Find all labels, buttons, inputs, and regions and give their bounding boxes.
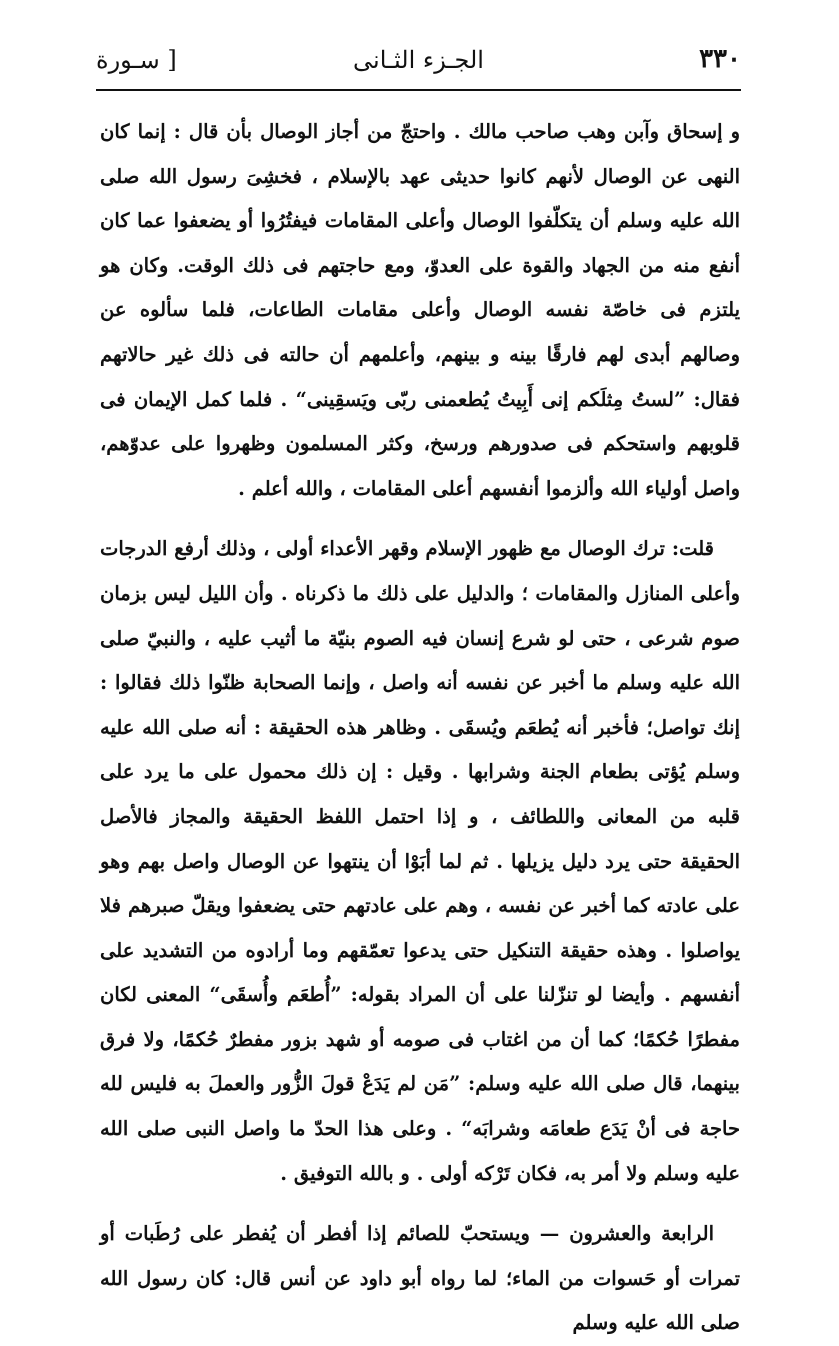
juz-title: الجـزء الثـانى: [353, 46, 484, 74]
page-body: [100, 110, 740, 1346]
paragraph-intro: و إسحاق وآبن وهب صاحب مالك . واحتجّ من أجاز الوصال بأن قال : إنما كان النهى عن الوصال لأنهم كانوا حديثى عهد بالإسلام ، فخشِىَ رسول الله صلى الله عليه وسلم أن يتكلّفوا الوصال وأعلى المقامات فيفتُرُوا أو يضعفوا عما كان أنفع منه من الجهاد والقوة على العدوّ، ومع حاجتهم فى ذلك الوقت. وكان هو يلتزم فى خاصّة نفسه الوصال وأعلى مقامات الطاعات، فلما سألوه عن وصالهم أبدى لهم فارقًا بينه و بينهم، وأعلمهم أن حالته فى ذلك غير حالاتهم فقال: ”لستُ مِثلَكم إنى أَبِيتُ يُطعمنى ربّى ويَسقِينى“ . فلما كمل الإيمان فى قلوبهم واستحكم فى صدورهم ورسخ، وكثر المسلمون وظهروا على عدوّهم، واصل أولياء الله وألزموا أنفسهم أعلى المقامات ، والله أعلم .: [100, 120, 740, 500]
page-header: [96, 36, 741, 88]
paragraph-twenty-fourth: الرابعة والعشرون — ويستحبّ للصائم إذا أفطر أن يُفطر على رُطَبات أو تمرات أو حَسوات من الماء؛ لما رواه أبو داود عن أنس قال: كان رسول الله صلى الله عليه وسلم: [100, 1222, 740, 1335]
surah-label: [ سـورة: [96, 46, 177, 74]
page-number: ٣٣٠: [699, 44, 741, 74]
header-divider: [96, 89, 741, 91]
paragraph-qultu: قلت: ترك الوصال مع ظهور الإسلام وقهر الأعداء أولى ، وذلك أرفع الدرجات وأعلى المنازل والمقامات ؛ والدليل على ذلك ما ذكرناه . وأن الليل ليس بزمان صوم شرعى ، حتى لو شرع إنسان فيه الصوم بنيّة ما أثيب عليه ، والنبيّ صلى الله عليه وسلم ما أخبر عن نفسه أنه واصل ، وإنما الصحابة ظنّوا ذلك فقالوا : إنك تواصل؛ فأخبر أنه يُطعَم ويُسقَى . وظاهر هذه الحقيقة : أنه صلى الله عليه وسلم يُؤتى بطعام الجنة وشرابها . وقيل : إن ذلك محمول على ما يرد على قلبه من المعانى واللطائف ، و إذا احتمل اللفظ الحقيقة والمجاز فالأصل الحقيقة حتى يرد دليل يزيلها . ثم لما أبَوْا أن ينتهوا عن الوصال واصل بهم وهو على عادته كما أخبر عن نفسه ، وهم على عادتهم حتى يضعفوا ويقلّ صبرهم فلا يواصلوا . وهذه حقيقة التنكيل حتى يدعوا تعمّقهم وما أرادوه من التشديد على أنفسهم . وأيضا لو تنزّلنا على أن المراد بقوله: ”أُطعَم وأُسقَى“ المعنى لكان مفطرًا حُكمًا؛ كما أن من اغتاب فى صومه أو شهد بزور مفطرٌ حُكمًا، ولا فرق بينهما، قال صلى الله عليه وسلم: ”مَن لم يَدَعْ قولَ الزُّور والعملَ به فليس لله حاجة فى أنْ يَدَع طعامَه وشرابَه“ . وعلى هذا الحدّ ما واصل النبى صلى الله عليه وسلم ولا أمر به، فكان تَرْكه أولى . و بالله التوفيق .: [100, 537, 740, 1185]
